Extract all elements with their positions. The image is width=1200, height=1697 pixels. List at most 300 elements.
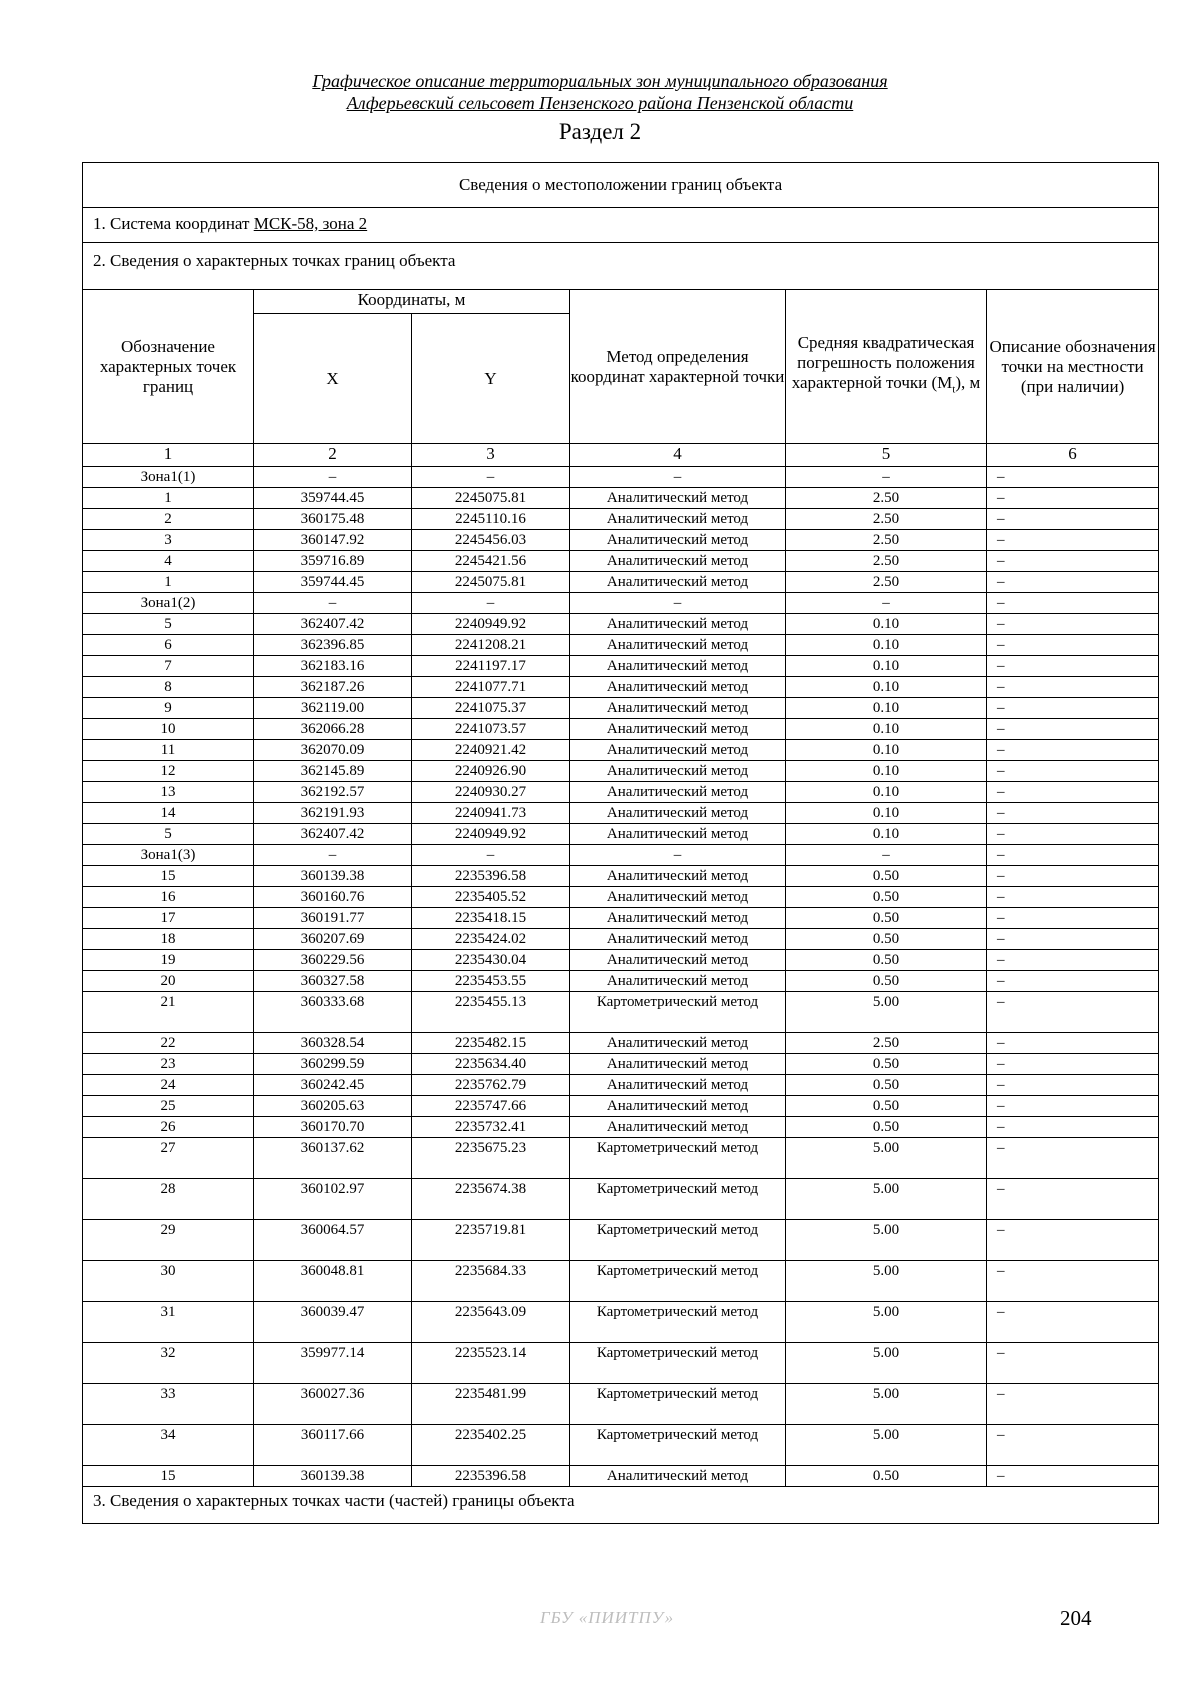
method: Аналитический метод: [570, 1075, 786, 1096]
coordinate-y: 2240926.90: [412, 761, 570, 782]
coordinate-x: 359744.45: [254, 572, 412, 593]
method: Картометрический метод: [570, 1220, 786, 1261]
table-row: [83, 1075, 1159, 1096]
point-id: 31: [83, 1302, 254, 1343]
coordinate-system-label: 1. Система координат: [93, 214, 254, 233]
coordinate-x: 359977.14: [254, 1343, 412, 1384]
error-value: 0.50: [786, 929, 987, 950]
point-id: 8: [83, 677, 254, 698]
table-row: [83, 1096, 1159, 1117]
coordinate-x: 360117.66: [254, 1425, 412, 1466]
coordinate-y: 2235762.79: [412, 1075, 570, 1096]
point-id: 21: [83, 992, 254, 1033]
coordinate-y: 2245110.16: [412, 509, 570, 530]
point-id: 20: [83, 971, 254, 992]
point-id: 33: [83, 1384, 254, 1425]
error-value: 0.10: [786, 614, 987, 635]
point-id: 18: [83, 929, 254, 950]
coordinate-y: 2235424.02: [412, 929, 570, 950]
table-row: [83, 1261, 1159, 1302]
error-value: 5.00: [786, 1425, 987, 1466]
point-id: 27: [83, 1138, 254, 1179]
method: Аналитический метод: [570, 887, 786, 908]
coordinate-x: 360242.45: [254, 1075, 412, 1096]
column-number: 6: [987, 444, 1159, 467]
method: Аналитический метод: [570, 782, 786, 803]
error-value: 0.10: [786, 719, 987, 740]
coordinate-y: 2245456.03: [412, 530, 570, 551]
method: Аналитический метод: [570, 1466, 786, 1487]
table-row: [83, 761, 1159, 782]
point-description: –: [987, 782, 1159, 803]
coordinate-y: 2241075.37: [412, 698, 570, 719]
error-value: 5.00: [786, 1384, 987, 1425]
table-row: [83, 719, 1159, 740]
table-row: [83, 1033, 1159, 1054]
coordinate-y: 2235402.25: [412, 1425, 570, 1466]
method: Картометрический метод: [570, 1302, 786, 1343]
error-value: 0.50: [786, 950, 987, 971]
point-id: 26: [83, 1117, 254, 1138]
header-description: Описание обозначения точки на местности (при наличии): [987, 290, 1159, 444]
point-description: –: [987, 950, 1159, 971]
method: Аналитический метод: [570, 824, 786, 845]
header-x: X: [254, 314, 412, 444]
error-value: 0.50: [786, 908, 987, 929]
coordinate-y: 2241208.21: [412, 635, 570, 656]
error-value: 0.50: [786, 887, 987, 908]
error-value: 5.00: [786, 1138, 987, 1179]
point-description: –: [987, 1138, 1159, 1179]
error-value: 0.10: [786, 677, 987, 698]
document-title-line-1: Графическое описание территориальных зон муниципального образования: [312, 71, 888, 91]
point-id: Зона1(1): [83, 467, 254, 488]
organization-watermark: ГБУ «ПИИТПУ»: [540, 1608, 675, 1627]
table-row: [83, 992, 1159, 1033]
error-value: 5.00: [786, 1220, 987, 1261]
point-id: 6: [83, 635, 254, 656]
coordinate-x: –: [254, 593, 412, 614]
method: Аналитический метод: [570, 929, 786, 950]
table-row: [83, 551, 1159, 572]
error-value: 0.10: [786, 656, 987, 677]
coordinate-x: 360333.68: [254, 992, 412, 1033]
error-value: –: [786, 845, 987, 866]
coordinate-x: 360139.38: [254, 1466, 412, 1487]
method: Картометрический метод: [570, 1179, 786, 1220]
page-number: 204: [1060, 1606, 1092, 1630]
point-description: –: [987, 467, 1159, 488]
document-title-line-2: Алферьевский сельсовет Пензенского района Пензенской области: [346, 93, 854, 113]
coordinate-x: 362145.89: [254, 761, 412, 782]
point-description: –: [987, 761, 1159, 782]
table-row: [83, 677, 1159, 698]
coordinate-y: –: [412, 593, 570, 614]
point-id: 9: [83, 698, 254, 719]
point-description: –: [987, 887, 1159, 908]
coordinate-x: 360327.58: [254, 971, 412, 992]
coordinate-y: 2241197.17: [412, 656, 570, 677]
point-description: –: [987, 866, 1159, 887]
point-description: –: [987, 698, 1159, 719]
table-row: [83, 1466, 1159, 1487]
table-row: [83, 635, 1159, 656]
error-value: 0.50: [786, 1096, 987, 1117]
coordinate-x: 360102.97: [254, 1179, 412, 1220]
method: Аналитический метод: [570, 803, 786, 824]
table-row: [83, 824, 1159, 845]
point-description: –: [987, 1075, 1159, 1096]
coordinate-x: 362119.00: [254, 698, 412, 719]
coordinate-y: 2235643.09: [412, 1302, 570, 1343]
error-value: 5.00: [786, 1179, 987, 1220]
point-id: 1: [83, 572, 254, 593]
coordinate-y: 2245075.81: [412, 488, 570, 509]
error-value: 0.50: [786, 866, 987, 887]
point-id: 16: [83, 887, 254, 908]
coordinate-y: 2235674.38: [412, 1179, 570, 1220]
coordinate-x: 360064.57: [254, 1220, 412, 1261]
coordinate-x: 359716.89: [254, 551, 412, 572]
point-description: –: [987, 572, 1159, 593]
coordinate-x: 362070.09: [254, 740, 412, 761]
coordinate-system-value: МСК-58, зона 2: [253, 214, 368, 233]
point-description: –: [987, 845, 1159, 866]
error-value: 2.50: [786, 1033, 987, 1054]
method: Аналитический метод: [570, 950, 786, 971]
table-row: [83, 656, 1159, 677]
method: Аналитический метод: [570, 656, 786, 677]
coordinate-x: –: [254, 845, 412, 866]
point-description: –: [987, 803, 1159, 824]
coordinate-y: 2235719.81: [412, 1220, 570, 1261]
method: Аналитический метод: [570, 1033, 786, 1054]
error-value: 2.50: [786, 530, 987, 551]
point-description: –: [987, 1054, 1159, 1075]
coordinate-y: 2240921.42: [412, 740, 570, 761]
coordinate-y: 2245075.81: [412, 572, 570, 593]
error-value: 0.10: [786, 698, 987, 719]
point-id: 3: [83, 530, 254, 551]
error-value: 0.10: [786, 761, 987, 782]
coordinate-y: 2235732.41: [412, 1117, 570, 1138]
point-description: –: [987, 1220, 1159, 1261]
coordinate-y: 2235418.15: [412, 908, 570, 929]
header-error-unit: ), м: [955, 373, 981, 393]
coordinate-system: [83, 208, 1159, 243]
coordinate-x: 360328.54: [254, 1033, 412, 1054]
header-error-text: Средняя квадратическая погрешность положения характерной точки (M: [791, 333, 975, 393]
point-id: 23: [83, 1054, 254, 1075]
method: –: [570, 845, 786, 866]
point-id: 15: [83, 866, 254, 887]
method: Аналитический метод: [570, 761, 786, 782]
column-number: 3: [412, 444, 570, 467]
coordinate-x: 360205.63: [254, 1096, 412, 1117]
error-value: 0.50: [786, 1466, 987, 1487]
point-id: 10: [83, 719, 254, 740]
table-row: [83, 887, 1159, 908]
table-title: Сведения о местоположении границ объекта: [83, 163, 1159, 208]
coordinate-x: 362407.42: [254, 824, 412, 845]
error-value: 5.00: [786, 1343, 987, 1384]
coordinate-y: 2240949.92: [412, 824, 570, 845]
point-description: –: [987, 677, 1159, 698]
coordinate-y: 2235747.66: [412, 1096, 570, 1117]
point-id: 32: [83, 1343, 254, 1384]
method: –: [570, 467, 786, 488]
point-id: 13: [83, 782, 254, 803]
point-description: –: [987, 1117, 1159, 1138]
error-value: 0.50: [786, 1117, 987, 1138]
coordinate-x: 360299.59: [254, 1054, 412, 1075]
table-row: [83, 908, 1159, 929]
table-row: [83, 698, 1159, 719]
table-row: [83, 1220, 1159, 1261]
coordinate-x: 362183.16: [254, 656, 412, 677]
table-row: [83, 1054, 1159, 1075]
coordinate-x: 362407.42: [254, 614, 412, 635]
point-description: –: [987, 593, 1159, 614]
coordinate-x: –: [254, 467, 412, 488]
coordinate-x: 360191.77: [254, 908, 412, 929]
error-value: 0.10: [786, 740, 987, 761]
method: Аналитический метод: [570, 740, 786, 761]
point-id: 29: [83, 1220, 254, 1261]
header-designation: Обозначение характерных точек границ: [83, 290, 254, 444]
error-value: –: [786, 467, 987, 488]
method: Аналитический метод: [570, 551, 786, 572]
point-id: 15: [83, 1466, 254, 1487]
table-row: [83, 740, 1159, 761]
table-row: [83, 614, 1159, 635]
error-value: 0.10: [786, 803, 987, 824]
point-id: 25: [83, 1096, 254, 1117]
point-id: 12: [83, 761, 254, 782]
error-value: 0.10: [786, 824, 987, 845]
table-row: [83, 1425, 1159, 1466]
point-description: –: [987, 1425, 1159, 1466]
point-description: –: [987, 740, 1159, 761]
coordinate-y: 2241073.57: [412, 719, 570, 740]
coordinate-y: 2235396.58: [412, 1466, 570, 1487]
method: Аналитический метод: [570, 908, 786, 929]
coordinate-y: 2235405.52: [412, 887, 570, 908]
method: Аналитический метод: [570, 971, 786, 992]
coordinate-x: 362066.28: [254, 719, 412, 740]
header-y: Y: [412, 314, 570, 444]
method: Аналитический метод: [570, 677, 786, 698]
coordinate-y: 2240930.27: [412, 782, 570, 803]
point-description: –: [987, 1302, 1159, 1343]
point-id: Зона1(2): [83, 593, 254, 614]
parts-section-title: 3. Сведения о характерных точках части (частей) границы объекта: [83, 1487, 1159, 1524]
method: Картометрический метод: [570, 1425, 786, 1466]
point-description: –: [987, 509, 1159, 530]
coordinate-x: 360170.70: [254, 1117, 412, 1138]
coordinate-y: 2240949.92: [412, 614, 570, 635]
coordinate-x: 362192.57: [254, 782, 412, 803]
coordinate-y: –: [412, 845, 570, 866]
column-number: 1: [83, 444, 254, 467]
error-value: 0.10: [786, 635, 987, 656]
coordinate-x: 360027.36: [254, 1384, 412, 1425]
method: Аналитический метод: [570, 719, 786, 740]
method: Аналитический метод: [570, 572, 786, 593]
table-row: [83, 1117, 1159, 1138]
table-row: [83, 1384, 1159, 1425]
point-id: 2: [83, 509, 254, 530]
coordinate-y: 2235482.15: [412, 1033, 570, 1054]
coordinate-y: 2235684.33: [412, 1261, 570, 1302]
table-row: [83, 1138, 1159, 1179]
method: Картометрический метод: [570, 1343, 786, 1384]
coordinate-x: 362187.26: [254, 677, 412, 698]
error-value: 2.50: [786, 572, 987, 593]
method: Аналитический метод: [570, 698, 786, 719]
boundary-table: [82, 162, 1159, 1524]
column-number-row: [83, 444, 1159, 467]
table-row: [83, 950, 1159, 971]
point-id: 14: [83, 803, 254, 824]
table-row: [83, 509, 1159, 530]
coordinate-x: 362191.93: [254, 803, 412, 824]
table-row: [83, 782, 1159, 803]
coordinate-y: 2245421.56: [412, 551, 570, 572]
error-value: 5.00: [786, 1302, 987, 1343]
method: Картометрический метод: [570, 1138, 786, 1179]
method: Аналитический метод: [570, 635, 786, 656]
point-id: 19: [83, 950, 254, 971]
error-value: 0.10: [786, 782, 987, 803]
point-id: 28: [83, 1179, 254, 1220]
header-error: [786, 290, 987, 444]
coordinate-y: –: [412, 467, 570, 488]
error-value: 0.50: [786, 1054, 987, 1075]
point-id: 24: [83, 1075, 254, 1096]
coordinate-y: 2241077.71: [412, 677, 570, 698]
error-value: 0.50: [786, 971, 987, 992]
table-row: [83, 1302, 1159, 1343]
point-description: –: [987, 1261, 1159, 1302]
point-description: –: [987, 1466, 1159, 1487]
method: Аналитический метод: [570, 509, 786, 530]
error-value: 2.50: [786, 551, 987, 572]
point-description: –: [987, 908, 1159, 929]
section-title: Раздел 2: [558, 119, 642, 144]
point-id: 5: [83, 824, 254, 845]
table-row: [83, 971, 1159, 992]
coordinate-x: 360160.76: [254, 887, 412, 908]
header-method: Метод определения координат характерной точки: [570, 290, 786, 444]
point-id: 30: [83, 1261, 254, 1302]
header-error-subscript: t: [952, 383, 956, 396]
table-row: [83, 803, 1159, 824]
point-description: –: [987, 824, 1159, 845]
column-number: 4: [570, 444, 786, 467]
coordinate-y: 2235455.13: [412, 992, 570, 1033]
method: Картометрический метод: [570, 1261, 786, 1302]
point-description: –: [987, 551, 1159, 572]
method: Аналитический метод: [570, 1054, 786, 1075]
method: Аналитический метод: [570, 866, 786, 887]
method: Аналитический метод: [570, 1117, 786, 1138]
coordinate-x: 360207.69: [254, 929, 412, 950]
column-number: 2: [254, 444, 412, 467]
zone-row: [83, 467, 1159, 488]
point-description: –: [987, 488, 1159, 509]
point-id: 1: [83, 488, 254, 509]
column-number: 5: [786, 444, 987, 467]
coordinate-x: 360139.38: [254, 866, 412, 887]
table-row: [83, 929, 1159, 950]
point-id: 34: [83, 1425, 254, 1466]
coordinate-x: 360137.62: [254, 1138, 412, 1179]
point-id: 11: [83, 740, 254, 761]
point-id: 22: [83, 1033, 254, 1054]
error-value: 5.00: [786, 992, 987, 1033]
points-section-title: 2. Сведения о характерных точках границ объекта: [83, 243, 1159, 290]
method: Аналитический метод: [570, 488, 786, 509]
coordinate-y: 2235453.55: [412, 971, 570, 992]
point-description: –: [987, 656, 1159, 677]
point-description: –: [987, 719, 1159, 740]
coordinate-y: 2235430.04: [412, 950, 570, 971]
coordinate-x: 360175.48: [254, 509, 412, 530]
point-description: –: [987, 971, 1159, 992]
point-id: 5: [83, 614, 254, 635]
error-value: 5.00: [786, 1261, 987, 1302]
method: Аналитический метод: [570, 1096, 786, 1117]
error-value: 2.50: [786, 488, 987, 509]
point-description: –: [987, 614, 1159, 635]
header-coordinates: Координаты, м: [254, 290, 570, 314]
table-row: [83, 572, 1159, 593]
table-row: [83, 488, 1159, 509]
table-row: [83, 866, 1159, 887]
method: Аналитический метод: [570, 530, 786, 551]
point-description: –: [987, 1096, 1159, 1117]
coordinate-y: 2235396.58: [412, 866, 570, 887]
error-value: 2.50: [786, 509, 987, 530]
point-description: –: [987, 530, 1159, 551]
table-row: [83, 1179, 1159, 1220]
coordinate-x: 362396.85: [254, 635, 412, 656]
method: Картометрический метод: [570, 992, 786, 1033]
error-value: –: [786, 593, 987, 614]
method: –: [570, 593, 786, 614]
coordinate-y: 2235634.40: [412, 1054, 570, 1075]
point-description: –: [987, 1179, 1159, 1220]
coordinate-x: 360039.47: [254, 1302, 412, 1343]
zone-row: [83, 845, 1159, 866]
point-id: Зона1(3): [83, 845, 254, 866]
coordinate-y: 2235523.14: [412, 1343, 570, 1384]
coordinate-y: 2235481.99: [412, 1384, 570, 1425]
coordinate-y: 2240941.73: [412, 803, 570, 824]
point-description: –: [987, 1033, 1159, 1054]
point-description: –: [987, 1343, 1159, 1384]
point-description: –: [987, 992, 1159, 1033]
coordinate-x: 360048.81: [254, 1261, 412, 1302]
coordinate-x: 359744.45: [254, 488, 412, 509]
method: Картометрический метод: [570, 1384, 786, 1425]
point-description: –: [987, 1384, 1159, 1425]
point-description: –: [987, 929, 1159, 950]
zone-row: [83, 593, 1159, 614]
error-value: 0.50: [786, 1075, 987, 1096]
point-id: 17: [83, 908, 254, 929]
